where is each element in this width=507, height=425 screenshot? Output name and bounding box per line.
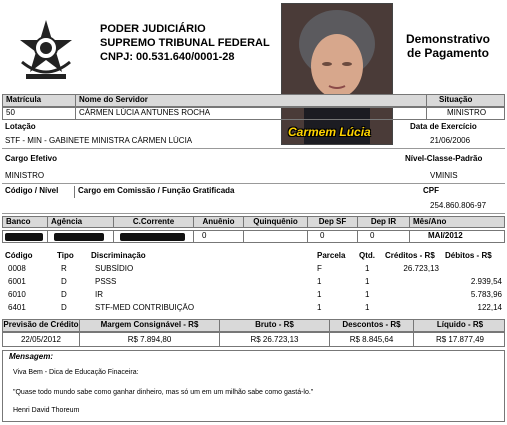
bank-v-anuenio: 0 [193, 231, 243, 242]
item-desc: PSSS [95, 277, 117, 286]
item-credito [382, 277, 442, 290]
items-h-debito: Débitos - R$ [445, 251, 492, 260]
items-h-credito: Créditos - R$ [385, 251, 435, 260]
item-debito [442, 264, 505, 277]
redacted-agencia [54, 233, 104, 241]
item-parcela: 1 [317, 277, 322, 286]
item-tipo: D [61, 290, 67, 299]
totals-v-liquido: R$ 17.877,49 [413, 333, 506, 346]
document-title [398, 32, 498, 60]
table-row [2, 290, 505, 303]
header-line3: CNPJ: 00.531.640/0001-28 [100, 51, 235, 63]
codigo-label: Código / Nível [5, 186, 59, 195]
bank-header-row [2, 216, 505, 228]
item-debito: 2.939,54 [470, 277, 502, 286]
item-credito [382, 290, 442, 303]
totals-h-descontos: Descontos - R$ [329, 320, 413, 331]
totals-h-bruto: Bruto - R$ [219, 320, 329, 331]
nome-value: CÁRMEN LÚCIA ANTUNES ROCHA [75, 108, 283, 119]
table-row [2, 264, 505, 277]
cpf-value: 254.860.806-97 [430, 201, 487, 210]
table-row [2, 277, 505, 290]
ident-value-row [2, 107, 505, 120]
table-row [2, 303, 505, 316]
cpf-label: CPF [423, 186, 439, 195]
totals-header-row [2, 319, 505, 332]
doc-title-line2: de Pagamento [406, 46, 490, 60]
lotacao-label: Lotação [5, 122, 36, 131]
item-qtd: 1 [365, 277, 370, 286]
bank-v-quinquenio [243, 231, 307, 242]
item-tipo: D [61, 303, 67, 312]
item-parcela: 1 [317, 290, 322, 299]
cpf-value-row [2, 201, 505, 214]
message-line2: "Quase todo mundo sabe como ganhar dinheiro, mas só um em um milhão sabe como gastá-lo." [13, 389, 314, 396]
nome-label: Nome do Servidor [75, 95, 283, 106]
comissao-label: Cargo em Comissão / Função Gratificada [74, 186, 374, 198]
item-desc: IR [95, 290, 103, 299]
bank-v-depsf: 0 [307, 231, 357, 242]
bank-h-depsf: Dep SF [307, 217, 357, 227]
situacao-value: MINISTRO [426, 108, 506, 119]
item-codigo: 6401 [8, 303, 26, 312]
nivel-value: VMINIS [430, 171, 458, 180]
header-line1: PODER JUDICIÁRIO [100, 23, 206, 35]
item-credito [382, 303, 442, 316]
item-qtd: 1 [365, 303, 370, 312]
bank-h-mesano: Mês/Ano [409, 217, 506, 227]
item-tipo: D [61, 277, 67, 286]
message-line3: Henri David Thoreum [13, 407, 80, 414]
bank-h-anuenio: Anuênio [193, 217, 243, 227]
items-h-parcela: Parcela [317, 251, 346, 260]
lotacao-label-row [2, 122, 505, 134]
items-h-qtd: Qtd. [359, 251, 375, 260]
totals-h-previsao: Previsão de Crédito [3, 320, 79, 329]
cargo-label: Cargo Efetivo [5, 154, 58, 163]
bank-v-depir: 0 [357, 231, 409, 242]
bank-h-quinquenio: Quinquênio [243, 217, 307, 227]
message-box [2, 350, 505, 422]
item-codigo: 6010 [8, 290, 26, 299]
totals-v-descontos: R$ 8.845,64 [329, 333, 413, 346]
lotacao-value-row [2, 136, 505, 149]
message-label: Mensagem: [9, 352, 54, 361]
lotacao-value: STF - MIN - GABINETE MINISTRA CÁRMEN LÚCIA [5, 136, 193, 145]
bank-h-conta: C.Corrente [113, 217, 193, 227]
item-codigo: 6001 [8, 277, 26, 286]
totals-v-margem: R$ 7.894,80 [79, 333, 219, 346]
cargo-label-row [2, 154, 505, 166]
items-h-desc: Discriminação [91, 251, 146, 260]
message-line1: Viva Bem - Dica de Educação Finaceira: [13, 369, 139, 376]
bank-v-agencia [47, 231, 113, 242]
exercicio-label: Data de Exercício [410, 122, 477, 131]
totals-h-margem: Margem Consignável - R$ [79, 320, 219, 331]
item-qtd: 1 [365, 264, 370, 273]
item-parcela: 1 [317, 303, 322, 312]
redacted-banco [5, 233, 43, 241]
ident-header-row [2, 94, 505, 107]
item-desc: STF-MED CONTRIBUIÇÃO [95, 303, 195, 312]
item-tipo: R [61, 264, 67, 273]
items-h-codigo: Código [5, 251, 33, 260]
header-org [100, 22, 270, 64]
bank-value-row [2, 230, 505, 243]
totals-value-row [2, 332, 505, 347]
item-codigo: 0008 [8, 264, 26, 273]
item-desc: SUBSÍDIO [95, 264, 134, 273]
matricula-value: 50 [6, 108, 15, 117]
item-parcela: F [317, 264, 322, 273]
item-debito: 122,14 [477, 303, 502, 312]
situacao-label: Situação [426, 95, 506, 106]
doc-title-line1: Demonstrativo [405, 32, 491, 46]
items-h-tipo: Tipo [57, 251, 74, 260]
bank-h-banco: Banco [6, 217, 31, 226]
exercicio-value: 21/06/2006 [430, 136, 471, 145]
bank-v-mesano: MAI/2012 [409, 231, 506, 242]
bank-h-depir: Dep IR [357, 217, 409, 227]
matricula-label: Matrícula [6, 95, 42, 104]
codigo-label-row [2, 186, 505, 198]
cargo-value: MINISTRO [5, 171, 45, 180]
items-header-row [2, 251, 505, 263]
nivel-label: Nível-Classe-Padrão [405, 154, 483, 163]
cargo-value-row [2, 171, 505, 184]
coat-of-arms-icon [14, 18, 78, 82]
item-qtd: 1 [365, 290, 370, 299]
totals-v-bruto: R$ 26.723,13 [219, 333, 329, 346]
item-debito: 5.783,96 [470, 290, 502, 299]
bank-h-agencia: Agência [47, 217, 113, 227]
header-line2: SUPREMO TRIBUNAL FEDERAL [100, 37, 270, 49]
redacted-conta [120, 233, 185, 241]
item-credito: 26.723,13 [403, 264, 439, 273]
totals-v-previsao: 22/05/2012 [20, 335, 62, 344]
photo-caption: Carmem Lúcia [288, 125, 371, 139]
bank-v-conta [113, 231, 193, 242]
totals-h-liquido: Líquido - R$ [413, 320, 506, 331]
